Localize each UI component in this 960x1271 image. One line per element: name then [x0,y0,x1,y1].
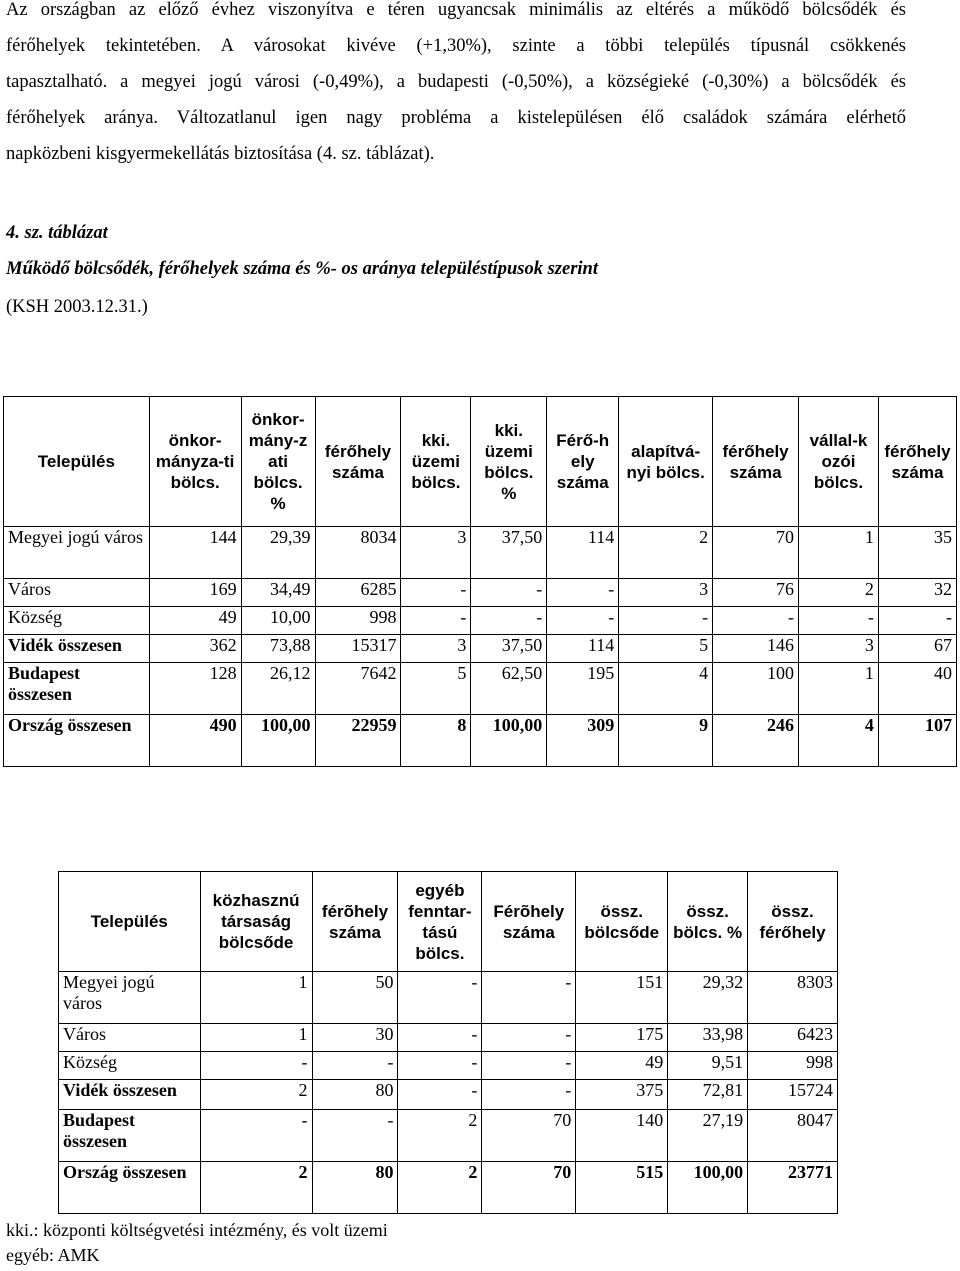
table-by-settlement-type-1 [3,396,957,767]
row-label: Város [59,1024,201,1052]
table-cell: 29,39 [241,527,315,579]
table-cell: 515 [576,1162,668,1214]
table-cell: 309 [547,715,619,767]
table-cell: 169 [149,579,241,607]
table-cell: 2 [200,1162,312,1214]
column-header: Település [59,872,201,972]
table-cell: 107 [878,715,956,767]
table-cell: 32 [878,579,956,607]
table-cell: 246 [713,715,799,767]
table-cell: 8034 [315,527,401,579]
row-label: Község [59,1052,201,1080]
table-cell: - [200,1052,312,1080]
table-cell: 49 [149,607,241,635]
table-cell: 2 [799,579,879,607]
table-cell: 8303 [748,972,838,1024]
table-cell: 7642 [315,663,401,715]
table-row [4,579,957,607]
column-header: közhasznú társaság bölcsőde [200,872,312,972]
table-cell: 3 [619,579,713,607]
row-label: Megyei jogú város [4,527,150,579]
table-cell: 80 [312,1080,398,1110]
table-cell: - [312,1110,398,1162]
table-cell: 998 [748,1052,838,1080]
table-by-settlement-type-2 [58,871,838,1214]
table-cell: 33,98 [668,1024,748,1052]
table-cell: 114 [547,527,619,579]
table-cell: 37,50 [471,527,547,579]
table-cell: 3 [401,635,471,663]
table-cell: 9 [619,715,713,767]
column-header: össz. bölcs. % [668,872,748,972]
table-title: Működő bölcsődék, férőhelyek száma és %- os aránya településtípusok szerint [6,259,598,279]
table-cell: 2 [619,527,713,579]
table-cell: 375 [576,1080,668,1110]
table-cell: 362 [149,635,241,663]
table-cell: 1 [200,972,312,1024]
table-row [4,663,957,715]
table-cell: - [401,607,471,635]
intro-line: tapasztalható. a megyei jogú városi (-0,49%), a budapesti (-0,50%), a községieké (-0,30%) a bölcsődék és [6,72,906,92]
table-cell: 3 [799,635,879,663]
column-header: Férő-h ely száma [547,397,619,527]
table-cell: 998 [315,607,401,635]
table-cell: 23771 [748,1162,838,1214]
table-cell: 22959 [315,715,401,767]
table-cell: 128 [149,663,241,715]
table-cell: 100,00 [241,715,315,767]
table-cell: 144 [149,527,241,579]
table-cell: 15724 [748,1080,838,1110]
column-header: férõhely száma [312,872,398,972]
table-cell: - [547,607,619,635]
table-cell: - [547,579,619,607]
table-cell: 15317 [315,635,401,663]
table-cell: 140 [576,1110,668,1162]
table-cell: - [471,579,547,607]
intro-line: férőhelyek aránya. Változatlanul igen nagy probléma a kistelepülésen élő családok számára elérhető [6,108,906,128]
column-header: férőhely száma [315,397,401,527]
table-cell: 76 [713,579,799,607]
intro-paragraph [6,0,906,172]
table-cell: - [398,1052,482,1080]
table-cell: 4 [619,663,713,715]
row-label: Megyei jogú város [59,972,201,1024]
row-label: Vidék összesen [4,635,150,663]
table-cell: 34,49 [241,579,315,607]
row-label: Község [4,607,150,635]
table-cell: 1 [799,663,879,715]
table-cell: - [713,607,799,635]
footnote-kki: kki.: központi költségvetési intézmény, és volt üzemi [6,1220,388,1240]
row-label: Vidék összesen [59,1080,201,1110]
row-label: Ország összesen [4,715,150,767]
table-source: (KSH 2003.12.31.) [6,297,148,317]
table-row [59,972,838,1024]
column-header: Férõhely száma [482,872,576,972]
column-header: kki. üzemi bölcs. % [471,397,547,527]
column-header: össz. bölcsőde [576,872,668,972]
table-cell: 490 [149,715,241,767]
column-header: Település [4,397,150,527]
table-cell: 8 [401,715,471,767]
table-cell: 49 [576,1052,668,1080]
table-cell: - [482,1080,576,1110]
table-row [4,527,957,579]
table-cell: 40 [878,663,956,715]
table-cell: 70 [482,1162,576,1214]
column-header: össz. férőhely [748,872,838,972]
table-cell: 1 [799,527,879,579]
table-cell: - [471,607,547,635]
table-cell: 10,00 [241,607,315,635]
table-cell: 26,12 [241,663,315,715]
table-cell: - [799,607,879,635]
row-label: Város [4,579,150,607]
column-header: kki. üzemi bölcs. [401,397,471,527]
table-row [59,1080,838,1110]
table-cell: - [401,579,471,607]
column-header: önkor-mányza-ti bölcs. [149,397,241,527]
table-cell: 2 [398,1162,482,1214]
row-label: Ország összesen [59,1162,201,1214]
table-cell: 5 [619,635,713,663]
table-cell: 27,19 [668,1110,748,1162]
table-cell: 195 [547,663,619,715]
table-cell: 5 [401,663,471,715]
column-header: önkor-mány-z ati bölcs. % [241,397,315,527]
table-cell: 9,51 [668,1052,748,1080]
table-number: 4. sz. táblázat [6,223,108,243]
table-cell: 70 [482,1110,576,1162]
table-cell: 1 [200,1024,312,1052]
table-cell: 70 [713,527,799,579]
table-cell: 30 [312,1024,398,1052]
table-cell: 146 [713,635,799,663]
table-cell: 72,81 [668,1080,748,1110]
table-cell: 8047 [748,1110,838,1162]
intro-line: Az országban az előző évhez viszonyítva e téren ugyancsak minimális az eltérés a működő bölcsődék és [6,0,906,20]
table-row [59,1162,838,1214]
table-cell: 175 [576,1024,668,1052]
footnote-egyeb: egyéb: AMK [6,1245,100,1265]
table-cell: 80 [312,1162,398,1214]
table-cell: 62,50 [471,663,547,715]
table-cell: - [482,1024,576,1052]
table-cell: - [482,1052,576,1080]
table-cell: - [619,607,713,635]
table-row [59,1110,838,1162]
table-cell: 100 [713,663,799,715]
column-header: vállal-k ozói bölcs. [799,397,879,527]
table-cell: - [200,1110,312,1162]
table-cell: 100,00 [668,1162,748,1214]
table-cell: - [312,1052,398,1080]
table-cell: 37,50 [471,635,547,663]
table-cell: 114 [547,635,619,663]
table-row [4,607,957,635]
table-cell: 67 [878,635,956,663]
table-cell: 6423 [748,1024,838,1052]
table-cell: 151 [576,972,668,1024]
table-row [59,1024,838,1052]
table-cell: 50 [312,972,398,1024]
table-cell: 100,00 [471,715,547,767]
table-row [59,1052,838,1080]
table-row [4,635,957,663]
table-cell: - [398,1080,482,1110]
intro-line: napközbeni kisgyermekellátás biztosítása (4. sz. táblázat). [6,144,435,164]
column-header: férőhely száma [713,397,799,527]
table-cell: 2 [398,1110,482,1162]
table-cell: 4 [799,715,879,767]
column-header: egyéb fenntar-tású bölcs. [398,872,482,972]
table-cell: 73,88 [241,635,315,663]
table-cell: 6285 [315,579,401,607]
column-header: férőhely száma [878,397,956,527]
table-cell: - [398,972,482,1024]
table-row [4,715,957,767]
table-cell: 3 [401,527,471,579]
intro-line: férőhelyek tekintetében. A városokat kivéve (+1,30%), szinte a többi település típusnál csökkenés [6,36,906,56]
table-cell: 2 [200,1080,312,1110]
table-cell: - [482,972,576,1024]
table-cell: 29,32 [668,972,748,1024]
table-cell: - [878,607,956,635]
row-label: Budapest összesen [59,1110,201,1162]
column-header: alapítvá-nyi bölcs. [619,397,713,527]
table-cell: - [398,1024,482,1052]
row-label: Budapest összesen [4,663,150,715]
table-cell: 35 [878,527,956,579]
